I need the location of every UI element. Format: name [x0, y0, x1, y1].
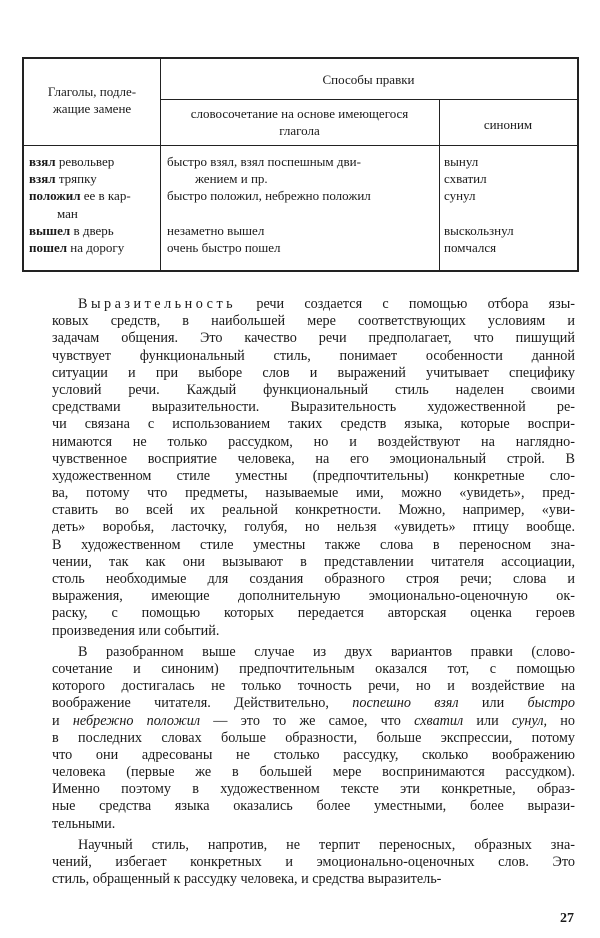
text-line: [52, 644, 575, 661]
text-segment: В художественном стиле уместны также слова в переносном зна-: [52, 536, 575, 553]
phrase-row: быстро взял, взял поспешным дви-: [167, 154, 361, 169]
text-line: [52, 485, 575, 502]
text-segment: чи связана с использованием таких средств языка, которые воспри-: [52, 416, 575, 433]
paragraph: [52, 644, 575, 833]
text-line: [52, 519, 575, 536]
text-line: [52, 798, 575, 815]
synonym-row: [444, 205, 514, 222]
synonym-row: помчался: [444, 239, 497, 255]
synonyms-column: [444, 153, 514, 256]
verb: вышел: [29, 222, 71, 238]
header-phrase: [160, 105, 439, 139]
text-line: [52, 747, 575, 764]
text-line: [52, 837, 575, 854]
text-line: [52, 348, 575, 365]
text-line: [52, 781, 575, 798]
text-segment: которого достигалась не только точность речи, но и воздействие на: [52, 678, 575, 695]
text-segment: речи создается с помощью отбора язы-: [236, 296, 575, 312]
text-segment: человека (первые же в большей мере воспринимаются рассудком).: [52, 764, 575, 781]
verb-row: [29, 222, 131, 239]
verb-row: [29, 205, 131, 222]
verb-context: тряпку: [55, 171, 97, 187]
text-segment: Именно поэтому в художественном тексте эти конкретные, образ-: [52, 781, 575, 798]
text-segment: ковых средств, в наибольшей мере соответствующих условиям и: [52, 313, 575, 330]
text-line: [52, 678, 575, 695]
text-line: [52, 695, 575, 712]
text-line: [52, 764, 575, 781]
text-segment: или: [458, 695, 528, 712]
text-segment: чувствует функциональный стиль, понимает особенности данной: [52, 347, 575, 364]
text-line: [52, 382, 575, 399]
text-segment: нимаются не только рассудком, но и воздействуют на наглядно-: [52, 433, 575, 450]
text-segment: столь необходимые для создания образного строя речи; слова и: [52, 571, 575, 587]
phrase-row: незаметно вышел: [167, 222, 265, 238]
synonym-row: выскользнул: [444, 222, 514, 238]
phrase-row: быстро положил, небрежно положил: [167, 188, 371, 204]
verb-context: на дорогу: [67, 240, 125, 256]
text-segment: тельными.: [52, 815, 116, 832]
italic-text: поспешно взял: [352, 695, 459, 712]
text-line: [52, 416, 575, 433]
text-line: [52, 713, 575, 730]
text-line: [52, 296, 575, 313]
verb-row: [29, 239, 131, 256]
text-segment: и: [52, 712, 73, 729]
text-segment: но: [547, 712, 575, 729]
text-line: [52, 330, 575, 347]
header-line: Глаголы, подле-: [47, 84, 137, 99]
italic-text: небрежно положил: [72, 712, 201, 729]
text-segment: выражения, имеющие дополнительную эмоционально-оценочную ок-: [52, 588, 575, 605]
header-verbs: [24, 83, 160, 117]
table-divider: [160, 59, 161, 270]
header-line: глагола: [279, 123, 320, 138]
text-segment: чении, так как они вызывают в представлении читателя ассоциации,: [52, 553, 575, 570]
text-segment: раску, с помощью которых передается авторская оценка героев: [52, 605, 575, 622]
spaced-text: Выразительность: [78, 296, 237, 312]
page-number: 27: [560, 911, 574, 926]
text-line: [52, 588, 575, 605]
text-line: [52, 571, 575, 588]
text-line: [52, 365, 575, 382]
text-line: [52, 623, 575, 640]
text-segment: — это то же самое, что: [200, 712, 415, 729]
synonym-row: схватил: [444, 171, 487, 187]
text-segment: задачам общения. Это качество речи предполагает, что пишущий: [52, 330, 575, 347]
text-segment: условий речи. Каждый функциональный стиль наделен своими: [52, 381, 575, 398]
text-line: [52, 468, 575, 485]
verb-context: в дверь: [70, 222, 114, 238]
text-segment: ставить во всей их реальной конкретности. Можно, например, «уви-: [52, 502, 575, 519]
table-divider: [24, 145, 577, 146]
verb-row: [29, 170, 131, 187]
italic-text: быстро: [527, 695, 575, 712]
body-text: [52, 296, 575, 892]
text-line: [52, 730, 575, 747]
text-segment: ва, потому что предметы, называемые ими, можно «увидеть», пред-: [52, 485, 575, 502]
table-divider: [160, 99, 577, 100]
phrase-row: [167, 205, 371, 222]
editing-methods-table: [22, 57, 579, 272]
text-segment: Научный стиль, напротив, не терпит переносных, образных зна-: [78, 836, 575, 853]
verb-row: [29, 153, 131, 170]
text-segment: в последних словах больше образности, больше экспрессии, потому: [52, 729, 575, 746]
verb: взял: [29, 154, 56, 169]
text-segment: или: [463, 712, 512, 729]
verb: взял: [29, 171, 56, 187]
text-line: [52, 854, 575, 871]
text-segment: произведения или событий.: [52, 622, 220, 639]
text-line: [52, 816, 575, 833]
synonym-row: сунул: [444, 188, 476, 204]
header-line: словосочетание на основе имеющегося: [190, 106, 409, 121]
verb-context: ман: [57, 205, 78, 221]
phrases-column: [167, 153, 371, 256]
text-line: [52, 313, 575, 330]
verb-context: револьвер: [55, 154, 115, 169]
text-line: [52, 451, 575, 468]
phrase-row: жением и пр.: [195, 171, 268, 187]
verb: пошел: [29, 240, 68, 256]
text-line: [52, 399, 575, 416]
phrase-row: очень быстро пошел: [167, 239, 281, 255]
italic-text: сунул,: [511, 712, 548, 729]
header-synonym: синоним: [483, 117, 533, 132]
verb-row: [29, 187, 131, 204]
text-segment: В разобранном выше случае из двух вариантов правки (слово-: [78, 643, 575, 660]
text-segment: воображение читателя. Действительно,: [52, 695, 353, 712]
header-line: жащие замене: [52, 101, 132, 116]
text-line: [52, 434, 575, 451]
text-segment: средствами выразительности. Выразительность художественной ре-: [52, 399, 575, 416]
text-line: [52, 605, 575, 622]
text-segment: чений, избегает конкретных и эмоционально-оценочных слов. Это: [52, 854, 575, 870]
header-editing-methods: Способы правки: [322, 72, 415, 87]
paragraph: [52, 837, 575, 889]
verb: положил: [29, 188, 81, 204]
text-segment: что они адресованы не столько рассудку, сколько воображению: [52, 746, 575, 763]
text-segment: деть» воробья, ласточку, голубя, но нельзя «увидеть» птицу вообще.: [52, 519, 575, 536]
paragraph: [52, 296, 575, 640]
text-segment: чувственное восприятие человека, на его эмоциональный строй. В: [52, 450, 575, 467]
text-line: [52, 537, 575, 554]
text-segment: художественном стиле уместны (предпочтительны) конкретные сло-: [52, 467, 575, 484]
text-segment: ситуации и при выборе слов и выражений учитывает специфику: [52, 364, 575, 381]
verbs-column: [29, 153, 131, 256]
text-segment: стиль, обращенный к рассудку человека, и средства выразитель-: [52, 871, 442, 888]
text-line: [52, 661, 575, 678]
text-segment: ные средства языка оказались более уместными, более вырази-: [52, 798, 575, 815]
text-line: [52, 502, 575, 519]
synonym-row: вынул: [444, 154, 479, 169]
italic-text: схватил: [414, 712, 464, 729]
text-line: [52, 871, 575, 888]
text-segment: сочетание и синоним) предпочтительным оказался тот, с помощью: [52, 660, 575, 677]
text-line: [52, 554, 575, 571]
verb-context: ее в кар-: [80, 188, 131, 204]
